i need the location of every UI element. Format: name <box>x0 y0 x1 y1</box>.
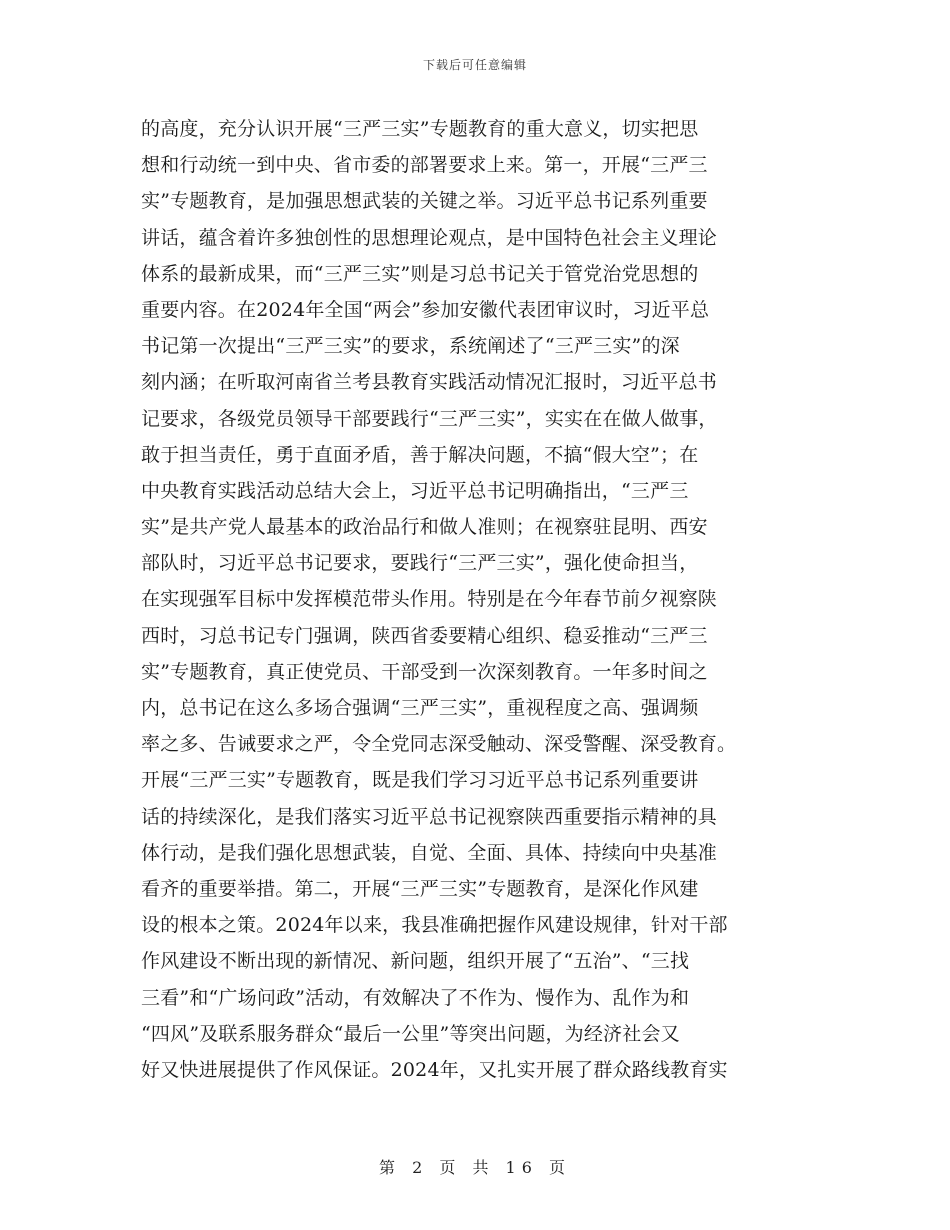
body-line: 三看”和“广场问政”活动，有效解决了不作为、慢作为、乱作为和 <box>141 986 690 1009</box>
body-line: 记要求，各级党员领导干部要践行“三严三实”，实实在在做人做事， <box>141 407 718 430</box>
body-line: 看齐的重要举措。第二，开展“三严三实”专题教育，是深化作风建 <box>141 877 699 900</box>
body-line: 体行动，是我们强化思想武装，自觉、全面、具体、持续向中央基准 <box>141 841 718 864</box>
body-line: 讲话，蕴含着许多独创性的思想理论观点，是中国特色社会主义理论 <box>141 226 718 249</box>
body-line: 想和行动统一到中央、省市委的部署要求上来。第一，开展“三严三 <box>141 154 708 177</box>
body-line: 部队时，习近平总书记要求，要践行“三严三实”，强化使命担当， <box>141 552 699 575</box>
body-line: 实”专题教育，是加强思想武装的关键之举。习近平总书记系列重要 <box>141 190 708 213</box>
body-line: 书记第一次提出“三严三实”的要求，系统阐述了“三严三实”的深 <box>141 335 680 358</box>
body-line: “四风”及联系服务群众“最后一公里”等突出问题，为经济社会又 <box>141 1022 680 1045</box>
body-line: 内，总书记在这么多场合强调“三严三实”，重视程度之高、强调频 <box>141 697 699 719</box>
body-line: 作风建设不断出现的新情况、新问题，组织开展了“五治”、“三找 <box>141 950 690 973</box>
body-line: 设的根本之策。2024年以来，我县准确把握作风建设规律，针对干部 <box>141 914 728 937</box>
page-header-note: 下载后可任意编辑 <box>422 58 527 72</box>
body-line: 体系的最新成果，而“三严三实”则是习总书记关于管党治党思想的 <box>141 262 699 285</box>
body-line: 重要内容。在2024年全国“两会”参加安徽代表团审议时，习近平总 <box>141 298 710 321</box>
body-line: 开展“三严三实”专题教育，既是我们学习习近平总书记系列重要讲 <box>141 769 699 792</box>
body-line: 中央教育实践活动总结大会上，习近平总书记明确指出，“三严三 <box>141 479 689 502</box>
body-line: 话的持续深化，是我们落实习近平总书记视察陕西重要指示精神的具 <box>141 805 718 828</box>
body-line: 的高度，充分认识开展“三严三实”专题教育的重大意义，切实把思 <box>141 118 699 140</box>
body-line: 敢于担当责任，勇于直面矛盾，善于解决问题，不搞“假大空”；在 <box>141 443 699 466</box>
document-body <box>141 111 811 1088</box>
body-line: 实”是共产党人最基本的政治品行和做人准则；在视察驻昆明、西安 <box>141 516 708 539</box>
body-line: 实”专题教育，真正使党员、干部受到一次深刻教育。一年多时间之 <box>141 660 708 683</box>
page-number-footer: 第 2 页 共 16 页 <box>379 1158 571 1177</box>
body-line: 率之多、告诫要求之严，令全党同志深受触动、深受警醒、深受教育。 <box>141 733 737 756</box>
body-line: 在实现强军目标中发挥模范带头作用。特别是在今年春节前夕视察陕 <box>141 588 718 611</box>
body-line: 西时，习总书记专门强调，陕西省委要精心组织、稳妥推动“三严三 <box>141 624 708 647</box>
body-line: 刻内涵；在听取河南省兰考县教育实践活动情况汇报时，习近平总书 <box>141 371 718 394</box>
body-line: 好又快进展提供了作风保证。2024年，又扎实开展了群众路线教育实 <box>141 1058 728 1081</box>
